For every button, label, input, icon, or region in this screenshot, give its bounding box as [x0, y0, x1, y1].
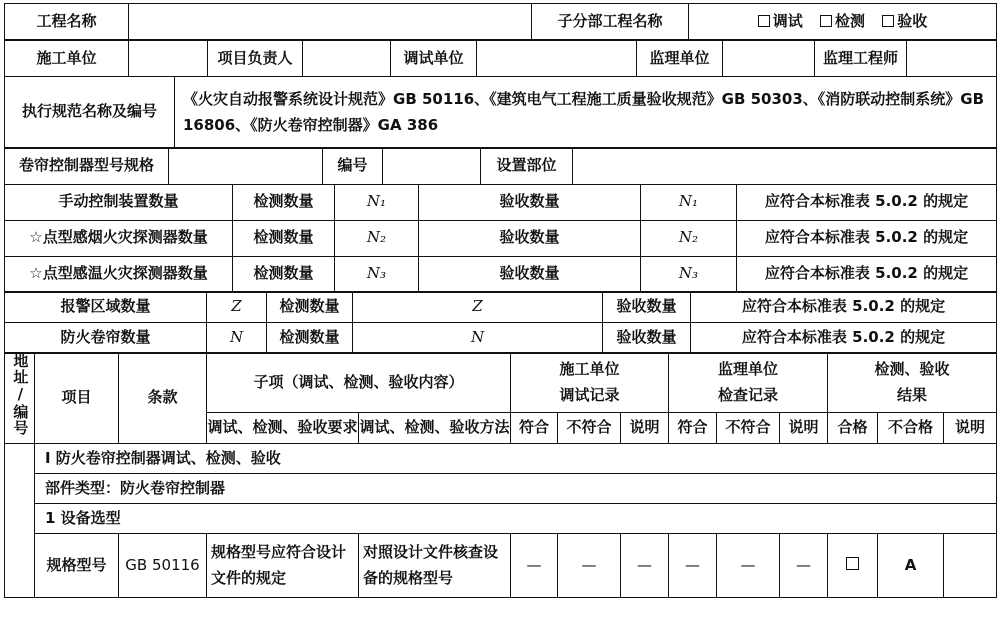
qualified-header: 合格	[828, 413, 878, 444]
construction-unit-field[interactable]	[129, 40, 208, 77]
accept-label: 验收数量	[419, 256, 641, 292]
comply-header: 符合	[669, 413, 717, 444]
construction-unit-label: 施工单位	[5, 40, 129, 77]
section-title: Ⅰ 防火卷帘控制器调试、检测、验收	[35, 444, 997, 474]
check-value: N₃	[335, 256, 419, 292]
supervision-record-header: 监理单位 检查记录	[669, 353, 828, 413]
check-label: 检测数量	[267, 323, 353, 354]
location-label: 设置部位	[481, 148, 573, 185]
rule-text: 应符合本标准表 5.0.2 的规定	[691, 292, 997, 323]
check-label: 检测数量	[267, 292, 353, 323]
check-value: Z	[353, 292, 603, 323]
checkbox-icon[interactable]	[882, 15, 894, 27]
check-value: N₁	[335, 184, 419, 220]
check-value: N₂	[335, 220, 419, 256]
not-comply-header: 不符合	[558, 413, 621, 444]
option-inspection[interactable]: 检测	[820, 11, 865, 33]
dash-cell: —	[717, 534, 780, 598]
zone-value: Z	[207, 292, 267, 323]
unqualified-header: 不合格	[878, 413, 944, 444]
standards-text: 《火灾自动报警系统设计规范》GB 50116、《建筑电气工程施工质量验收规范》GB 50303、《消防联动控制系统》GB 16806、《防火卷帘控制器》GA 386	[175, 76, 997, 148]
check-label: 检测数量	[233, 256, 335, 292]
project-row	[4, 3, 997, 41]
accept-label: 验收数量	[603, 323, 691, 354]
project-name-field[interactable]	[129, 4, 532, 41]
check-value: N	[353, 323, 603, 354]
table-row	[5, 534, 997, 598]
project-name-label: 工程名称	[5, 4, 129, 41]
accept-value: N₂	[641, 220, 737, 256]
quantity-name: 手动控制装置数量	[5, 184, 233, 220]
dash-cell: —	[780, 534, 828, 598]
dash-cell: —	[669, 534, 717, 598]
accept-label: 验收数量	[419, 220, 641, 256]
rule-text: 应符合本标准表 5.0.2 的规定	[737, 256, 997, 292]
check-label: 检测数量	[233, 220, 335, 256]
model-row	[4, 147, 997, 185]
subsection-title: 1 设备选型	[35, 504, 997, 534]
accept-label: 验收数量	[419, 184, 641, 220]
sub-project-label: 子分部工程名称	[532, 4, 689, 41]
row-item: 规格型号	[35, 534, 119, 598]
standards-label: 执行规范名称及编号	[5, 76, 175, 148]
zone-row	[5, 323, 997, 354]
accept-label: 验收数量	[603, 292, 691, 323]
option-commissioning[interactable]: 调试	[758, 11, 803, 33]
row-clause: GB 50116	[119, 534, 207, 598]
quantity-row	[5, 184, 997, 220]
standards-row	[4, 76, 997, 149]
number-label: 编号	[323, 148, 383, 185]
grade-cell: A	[878, 534, 944, 598]
quantity-name: ☆点型感温火灾探测器数量	[5, 256, 233, 292]
check-label: 检测数量	[233, 184, 335, 220]
zone-name: 报警区域数量	[5, 292, 207, 323]
requirement-header: 调试、检测、验收要求	[207, 413, 359, 444]
dash-cell: —	[511, 534, 558, 598]
dash-cell: —	[558, 534, 621, 598]
units-row	[4, 39, 997, 77]
comply-header: 符合	[511, 413, 558, 444]
model-field[interactable]	[169, 148, 323, 185]
supervision-engineer-field[interactable]	[907, 40, 997, 77]
location-field[interactable]	[573, 148, 997, 185]
address-header: 地址/编号	[5, 353, 35, 444]
supervision-unit-field[interactable]	[723, 40, 815, 77]
accept-value: N₃	[641, 256, 737, 292]
rule-text: 应符合本标准表 5.0.2 的规定	[737, 220, 997, 256]
supervision-unit-label: 监理单位	[637, 40, 723, 77]
address-cell[interactable]	[5, 444, 35, 598]
result-note-cell[interactable]	[944, 534, 997, 598]
row-method: 对照设计文件核查设备的规格型号	[359, 534, 511, 598]
checkbox-icon[interactable]	[846, 557, 859, 570]
zone-name: 防火卷帘数量	[5, 323, 207, 354]
quantity-name: ☆点型感烟火灾探测器数量	[5, 220, 233, 256]
item-header: 项目	[35, 353, 119, 444]
note-header: 说明	[944, 413, 997, 444]
clause-header: 条款	[119, 353, 207, 444]
note-header: 说明	[780, 413, 828, 444]
commissioning-unit-field[interactable]	[477, 40, 637, 77]
checkbox-icon[interactable]	[758, 15, 770, 27]
inspection-table	[4, 352, 997, 598]
note-header: 说明	[621, 413, 669, 444]
zones-table	[4, 291, 997, 354]
construction-record-header: 施工单位 调试记录	[511, 353, 669, 413]
quantity-row	[5, 256, 997, 292]
quantities-table	[4, 184, 997, 293]
project-leader-field[interactable]	[303, 40, 391, 77]
model-label: 卷帘控制器型号规格	[5, 148, 169, 185]
not-comply-header: 不符合	[717, 413, 780, 444]
commissioning-unit-label: 调试单位	[391, 40, 477, 77]
component-type: 部件类型：防火卷帘控制器	[35, 474, 997, 504]
sub-item-header: 子项（调试、检测、验收内容）	[207, 353, 511, 413]
quantity-row	[5, 220, 997, 256]
dash-cell: —	[621, 534, 669, 598]
number-field[interactable]	[383, 148, 481, 185]
result-header: 检测、验收 结果	[828, 353, 997, 413]
qualified-checkbox[interactable]	[828, 534, 878, 598]
row-requirement: 规格型号应符合设计文件的规定	[207, 534, 359, 598]
checkbox-icon[interactable]	[820, 15, 832, 27]
rule-text: 应符合本标准表 5.0.2 的规定	[737, 184, 997, 220]
option-acceptance[interactable]: 验收	[882, 11, 927, 33]
supervision-engineer-label: 监理工程师	[815, 40, 907, 77]
zone-row	[5, 292, 997, 323]
rule-text: 应符合本标准表 5.0.2 的规定	[691, 323, 997, 354]
accept-value: N₁	[641, 184, 737, 220]
stage-options	[689, 4, 997, 41]
method-header: 调试、检测、验收方法	[359, 413, 511, 444]
acceptance-form	[4, 3, 996, 598]
zone-value: N	[207, 323, 267, 354]
project-leader-label: 项目负责人	[208, 40, 303, 77]
